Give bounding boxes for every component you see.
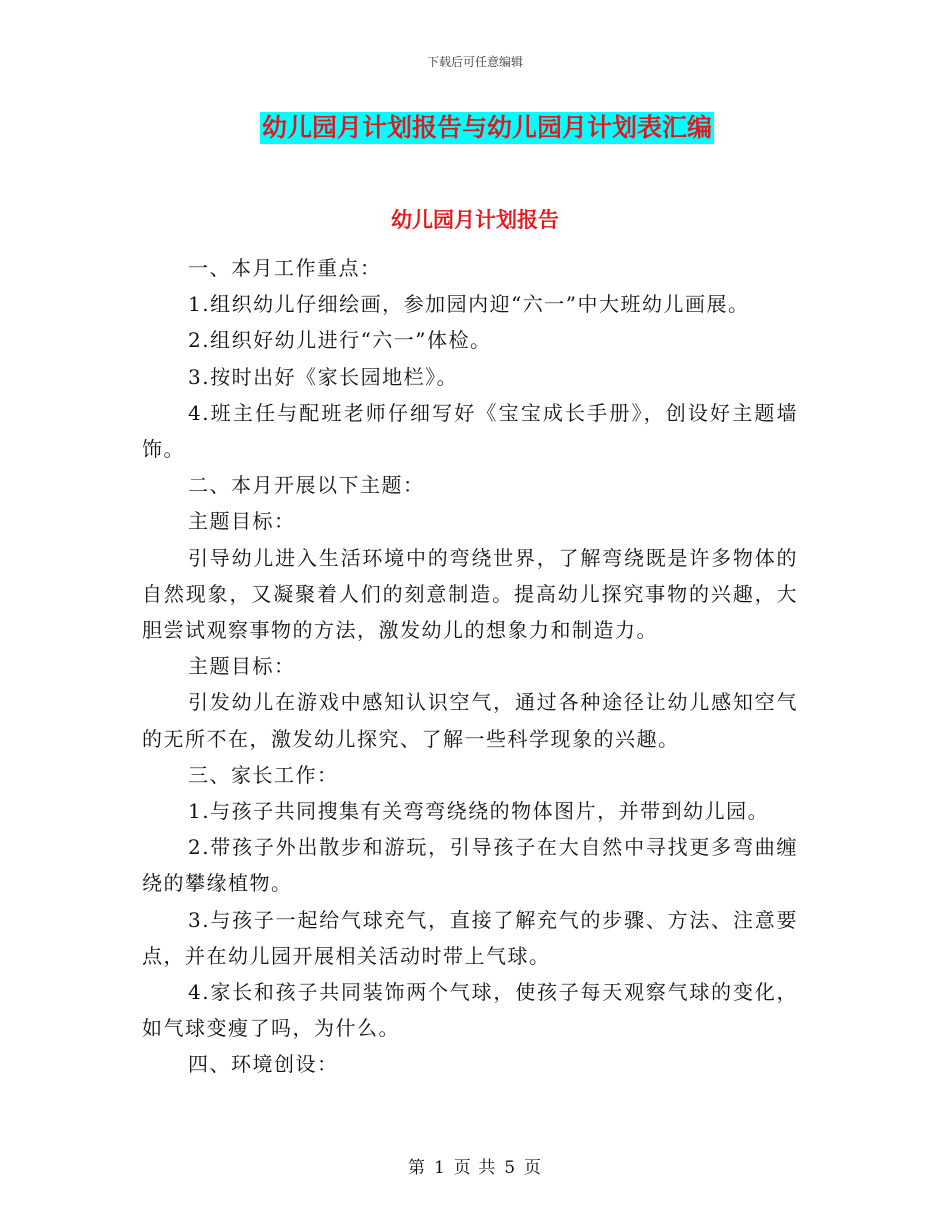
paragraph: 三、家长工作： <box>188 762 339 787</box>
paragraph: 2.带孩子外出散步和游玩，引导孩子在大自然中寻找更多弯曲缠绕的攀缘植物。 <box>142 835 798 896</box>
page-prefix: 第 <box>407 1158 426 1178</box>
paragraph: 引导幼儿进入生活环境中的弯绕世界，了解弯绕既是许多物体的自然现象，又凝聚着人们的刻意制造。提高幼儿探究事物的兴趣，大胆尝试观察事物的方法，激发幼儿的想象力和制造力。 <box>142 545 798 643</box>
paragraph: 2.组织好幼儿进行“六一”体检。 <box>188 328 492 353</box>
section-title: 幼儿园月计划报告 <box>391 208 559 232</box>
paragraph: 一、本月工作重点： <box>188 256 382 280</box>
paragraph: 4.家长和孩子共同装饰两个气球，使孩子每天观察气球的变化，如气球变瘦了吗，为什么。 <box>142 980 798 1041</box>
paragraph: 1.组织幼儿仔细绘画，参加园内迎“六一”中大班幼儿画展。 <box>188 292 750 317</box>
paragraph: 3.与孩子一起给气球充气，直接了解充气的步骤、方法、注意要点，并在幼儿园开展相关活动时带上气球。 <box>142 907 798 968</box>
page-middle: 页 共 <box>453 1158 497 1178</box>
page-total: 5 <box>504 1158 517 1178</box>
document-body <box>142 250 798 1083</box>
header-note: 下载后可任意编辑 <box>426 55 523 69</box>
paragraph: 4.班主任与配班老师仔细写好《宝宝成长手册》，创设好主题墙饰。 <box>142 400 798 462</box>
page-current: 1 <box>433 1158 446 1178</box>
paragraph: 二、本月开展以下主题： <box>188 473 425 498</box>
page-footer <box>0 1153 950 1178</box>
paragraph: 引发幼儿在游戏中感知认识空气，通过各种途径让幼儿感知空气的无所不在，激发幼儿探究、了解一些科学现象的兴趣。 <box>142 690 798 751</box>
paragraph: 主题目标： <box>188 509 296 534</box>
paragraph: 1.与孩子共同搜集有关弯弯绕绕的物体图片，并带到幼儿园。 <box>188 799 770 824</box>
paragraph: 3.按时出好《家长园地栏》。 <box>188 364 459 389</box>
paragraph: 四、环境创设： <box>188 1052 339 1077</box>
page-suffix: 页 <box>524 1158 543 1178</box>
paragraph: 主题目标： <box>188 654 296 679</box>
main-title-container <box>0 112 950 144</box>
main-title: 幼儿园月计划报告与幼儿园月计划表汇编 <box>261 113 712 142</box>
